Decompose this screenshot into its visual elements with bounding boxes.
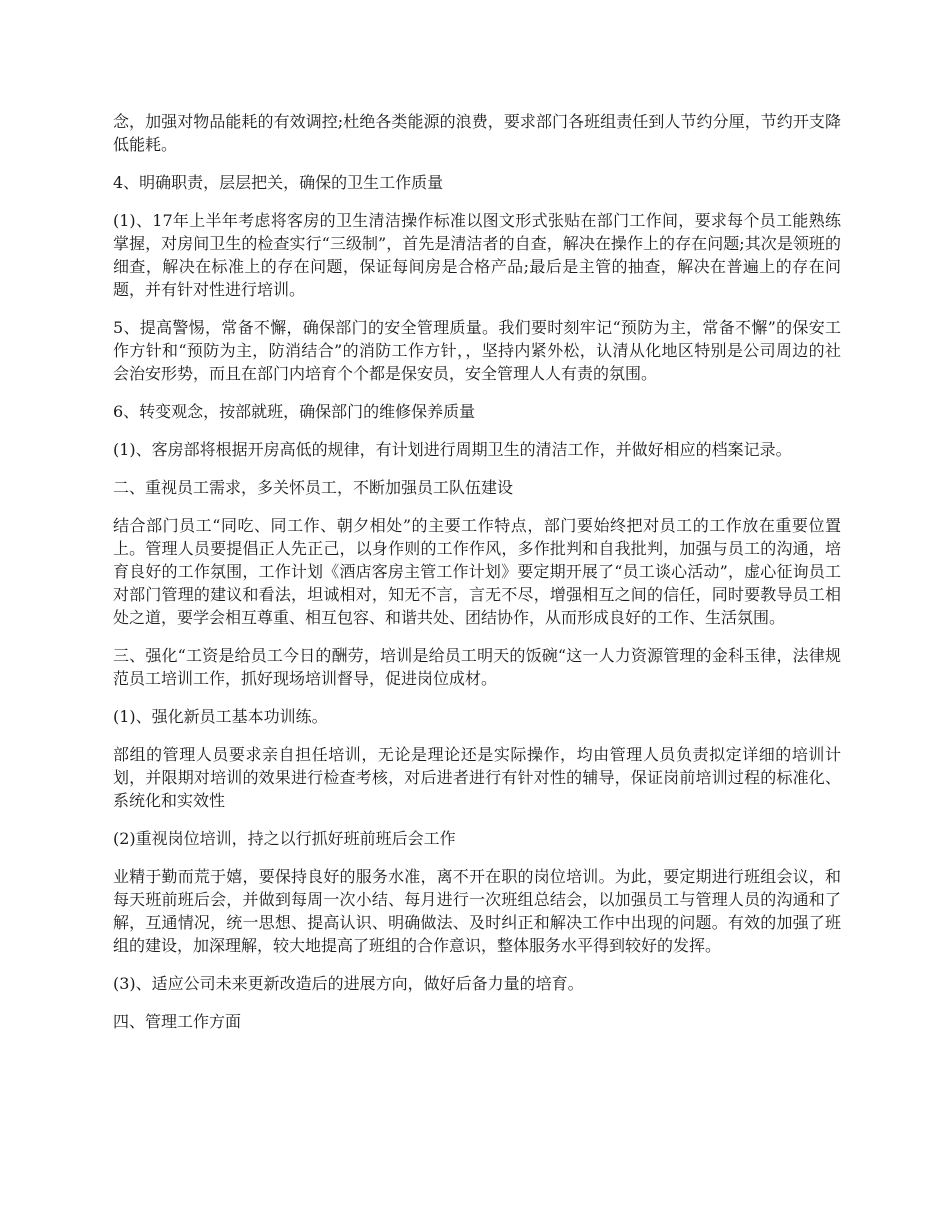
paragraph-three-level-inspection: (1)、17年上半年考虑将客房的卫生清洁操作标准以图文形式张贴在部门工作间，要求每个员工能熟练掌握，对房间卫生的检查实行“三级制”，首先是清洁者的自查，解决在操作上的存在问题;其次是领班的细查，解决在标准上的存在问题，保证每间房是合格产品;最后是主管的抽查，解决在普遍上的存在问题，并有针对性进行培训。: [113, 211, 841, 299]
paragraph-periodic-cleaning: (1)、客房部将根据开房高低的规律，有计划进行周期卫生的清洁工作，并做好相应的档案记录。: [113, 440, 792, 459]
paragraph-training-plan: 部组的管理人员要求亲自担任培训，无论是理论还是实际操作，均由管理人员负责拟定详细的培训计划，并限期对培训的效果进行检查考核，对后进者进行有针对性的辅导，保证岗前培训过程的标准化、系统化和实效性: [113, 745, 841, 810]
heading-hygiene-quality: 4、明确职责，层层把关，确保的卫生工作质量: [113, 173, 444, 192]
heading-maintenance-quality: 6、转变观念，按部就班，确保部门的维修保养质量: [113, 402, 476, 421]
paragraph-reserve-talent: (3)、适应公司未来更新改造后的进展方向，做好后备力量的培育。: [113, 974, 584, 993]
heading-shift-meetings: (2)重视岗位培训，持之以行抓好班前班后会工作: [113, 829, 456, 848]
document-page: [113, 110, 841, 1048]
paragraph-energy-saving: 念，加强对物品能耗的有效调控;杜绝各类能源的浪费，要求部门各班组责任到人节约分厘，节约开支降低能耗。: [113, 112, 841, 154]
paragraph-security-management: 5、提高警惕，常备不懈，确保部门的安全管理质量。我们要时刻牢记“预防为主，常备不懈”的保安工作方针和“预防为主，防消结合”的消防工作方针，，坚持内紧外松，认清从化地区特别是公司周边的社会治安形势，而且在部门内培育个个都是保安员，安全管理人人有责的氛围。: [113, 318, 841, 383]
heading-training: 三、强化“工资是给员工今日的酬劳，培训是给员工明天的饭碗“这一人力资源管理的金科玉律，法律规范员工培训工作，抓好现场培训督导，促进岗位成材。: [113, 646, 841, 688]
heading-management-work: 四、管理工作方面: [113, 1012, 242, 1031]
heading-staff-care: 二、重视员工需求，多关怀员工，不断加强员工队伍建设: [113, 478, 514, 497]
heading-new-staff-training: (1)、强化新员工基本功训练。: [113, 707, 328, 726]
paragraph-team-meetings: 业精于勤而荒于嬉，要保持良好的服务水准，离不开在职的岗位培训。为此，要定期进行班组会议，和每天班前班后会，并做到每周一次小结、每月进行一次班组总结会，以加强员工与管理人员的沟通和了解，互通情况，统一思想、提高认识、明确做法、及时纠正和解决工作中出现的问题。有效的加强了班组的建设，加深理解，较大地提高了班组的合作意识，整体服务水平得到较好的发挥。: [113, 867, 841, 955]
paragraph-staff-communication: 结合部门员工“同吃、同工作、朝夕相处”的主要工作特点，部门要始终把对员工的工作放在重要位置上。管理人员要提倡正人先正己，以身作则的工作作风，多作批判和自我批判，加强与员工的沟通，培育良好的工作氛围，工作计划《酒店客房主管工作计划》要定期开展了“员工谈心活动”，虚心征询员工对部门管理的建议和看法，坦诚相对，知无不言，言无不尽，增强相互之间的信任，同时要教导员工相处之道，要学会相互尊重、相互包容、和谐共处、团结协作，从而形成良好的工作、生活氛围。: [113, 516, 841, 627]
